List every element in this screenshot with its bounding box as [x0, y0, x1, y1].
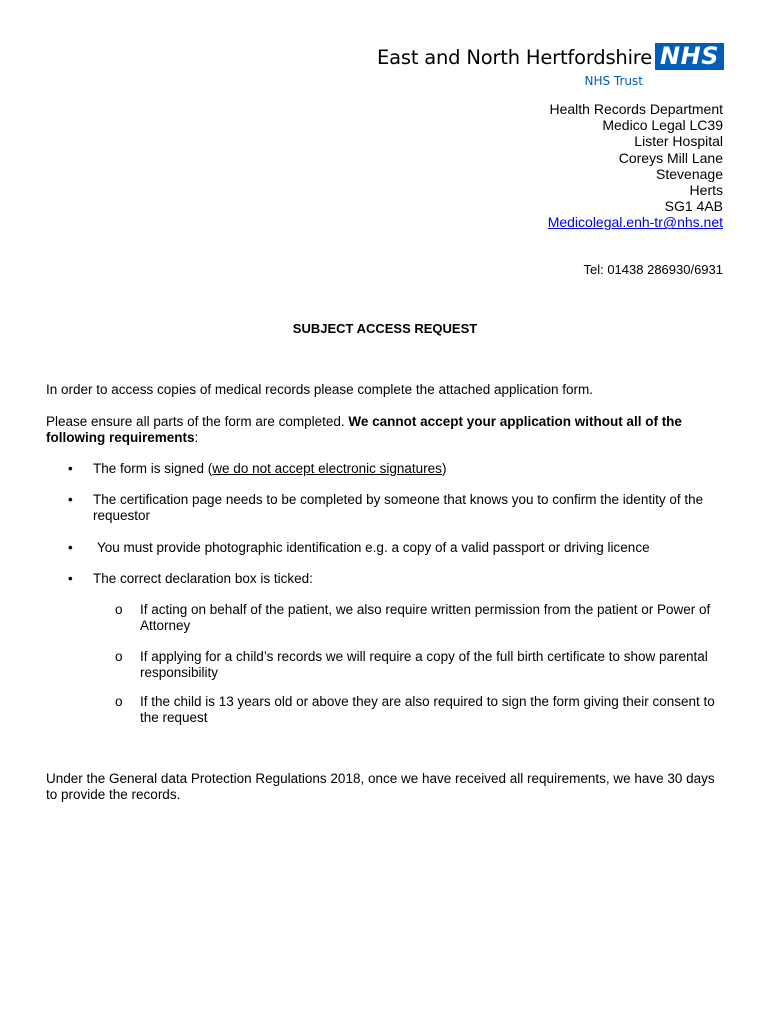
trust-name: East and North Hertfordshire	[377, 46, 652, 69]
address-line: SG1 4AB	[664, 198, 723, 215]
bullet-text: You must provide photographic identification e.g. a copy of a valid passport or driving licence	[97, 540, 650, 555]
bullet-text: The form is signed (	[93, 461, 213, 476]
address-line: Medico Legal LC39	[602, 117, 723, 134]
address-line: Herts	[689, 182, 723, 199]
sub-bullet-text: If the child is 13 years old or above they are also required to sign the form giving their consent to the request	[140, 694, 715, 726]
sub-bullet-icon: o	[115, 649, 123, 664]
address-line: Coreys Mill Lane	[618, 149, 723, 166]
list-item	[46, 461, 726, 478]
bullet-icon: •	[68, 571, 73, 586]
sub-list-item	[115, 694, 715, 727]
address-block	[548, 101, 723, 231]
sub-list-item	[115, 602, 715, 635]
bullet-icon: •	[68, 461, 73, 476]
bullet-icon: •	[68, 492, 73, 507]
requirements-bold: We cannot accept your application without all of the following requirements	[46, 414, 682, 446]
sub-list-item	[115, 649, 715, 682]
document-title: SUBJECT ACCESS REQUEST	[292, 321, 478, 336]
requirements-paragraph	[46, 414, 726, 446]
sub-bullet-text: If acting on behalf of the patient, we also require written permission from the patient or Power of Attorney	[140, 602, 711, 634]
bullet-text: )	[441, 461, 447, 476]
nhs-logo: NHS	[655, 43, 724, 70]
bullet-underline-text: we do not accept electronic signatures	[212, 461, 442, 476]
intro-paragraph: In order to access copies of medical records please complete the attached application form.	[46, 382, 594, 397]
sub-bullet-text: If applying for a child’s records we will require a copy of the full birth certificate to show parental responsibility	[140, 649, 708, 681]
list-item	[46, 571, 726, 588]
bullet-icon: •	[68, 540, 73, 555]
bullet-text: The certification page needs to be completed by someone that knows you to confirm the identity of the requestor	[93, 492, 704, 524]
sub-bullet-icon: o	[115, 602, 123, 617]
list-item	[46, 492, 726, 525]
email-link[interactable]: Medicolegal.enh-tr@nhs.net	[547, 214, 723, 231]
trust-subtitle: NHS Trust	[584, 74, 643, 88]
closing-paragraph: Under the General data Protection Regulations 2018, once we have received all requirements, we have 30 days to provide the records.	[46, 771, 715, 803]
address-line: Stevenage	[656, 165, 723, 182]
telephone: Tel: 01438 286930/6931	[583, 262, 723, 277]
bullet-text: The correct declaration box is ticked:	[93, 571, 313, 586]
requirements-end: :	[194, 430, 199, 446]
address-line: Health Records Department	[549, 101, 723, 117]
requirements-plain: Please ensure all parts of the form are completed.	[46, 414, 349, 429]
list-item	[46, 540, 726, 557]
address-line: Lister Hospital	[634, 133, 723, 150]
sub-bullet-icon: o	[115, 694, 123, 709]
